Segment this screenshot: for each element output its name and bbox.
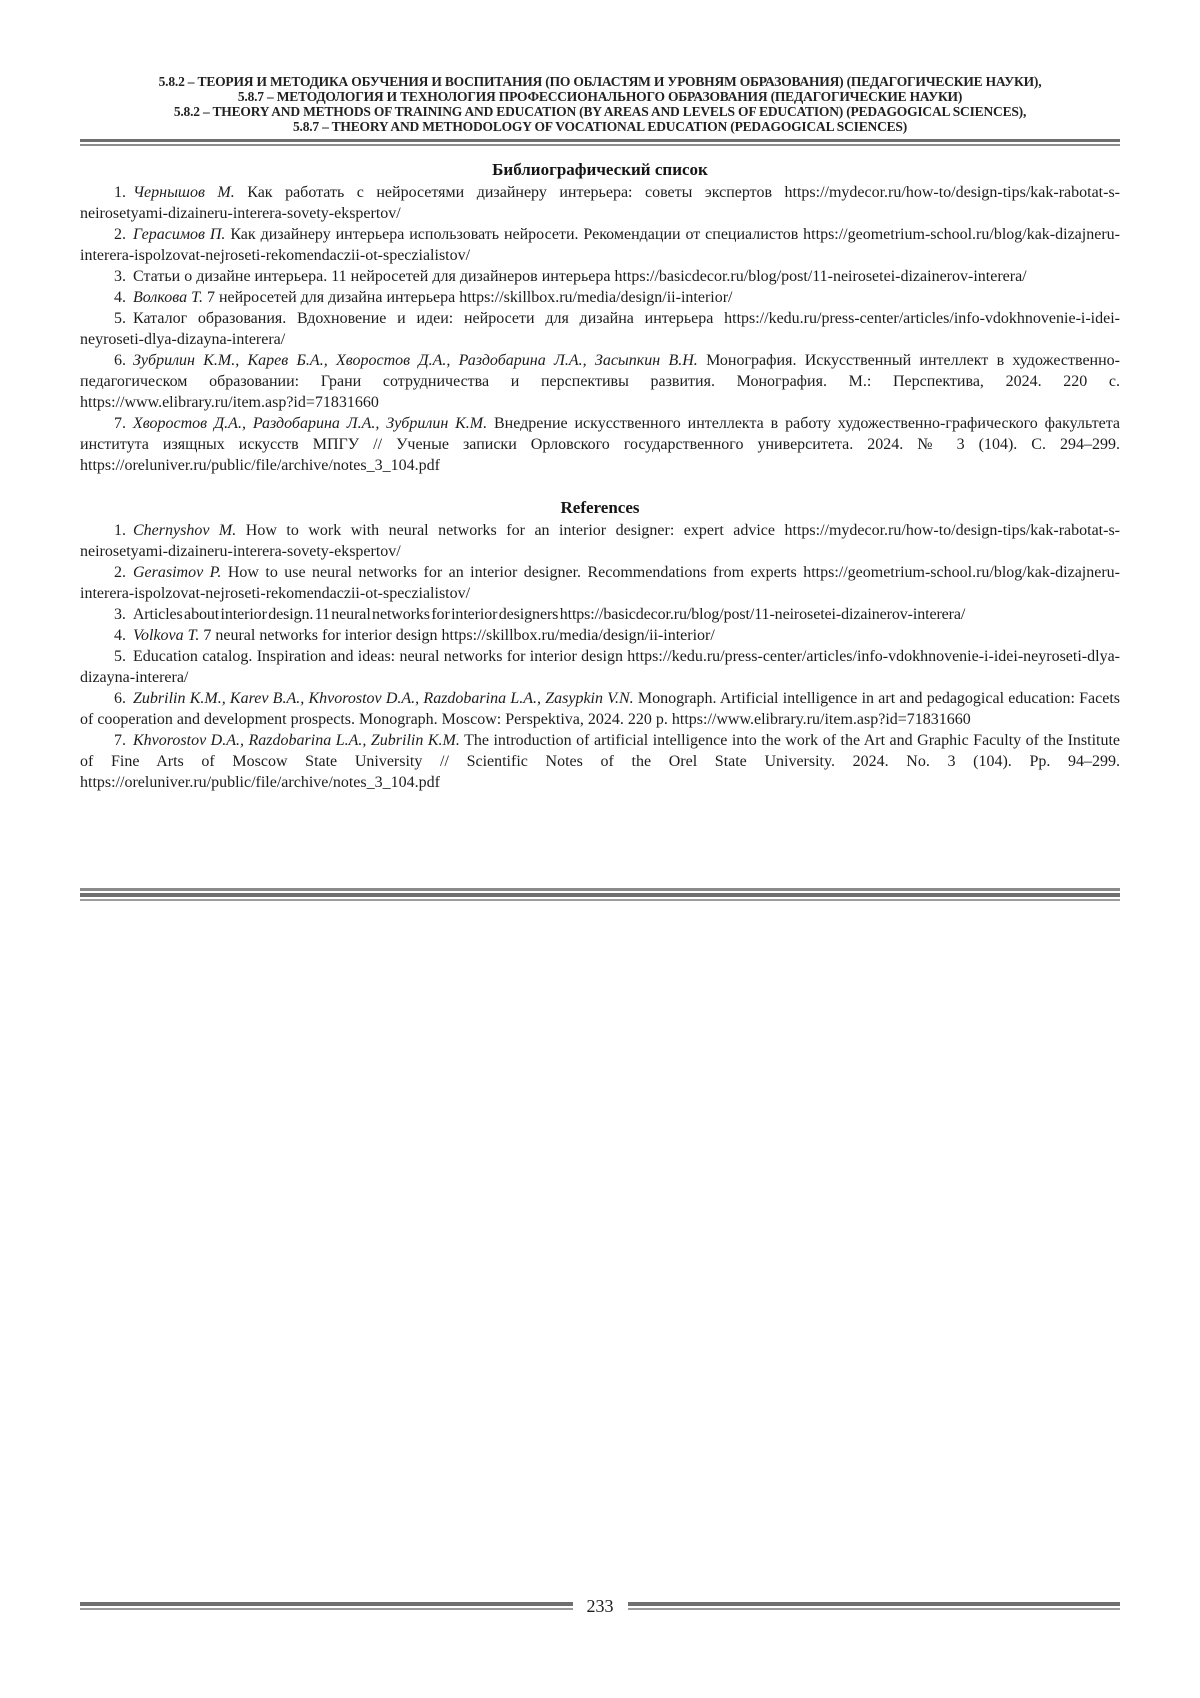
ref-number: 2. [114, 226, 126, 243]
running-header-line-1: 5.8.2 – ТЕОРИЯ И МЕТОДИКА ОБУЧЕНИЯ И ВОСПИТАНИЯ (ПО ОБЛАСТЯМ И УРОВНЯМ ОБРАЗОВАНИЯ) (ПЕДАГОГИЧЕСКИЕ НАУКИ), [158, 74, 1042, 89]
bib-item-7 [80, 413, 1120, 476]
footer-rule-right [628, 1602, 1121, 1610]
ref-number: 7. [114, 732, 126, 749]
bibliography-title: Библиографический список [492, 160, 708, 179]
running-header [80, 74, 1120, 134]
ref-item-3 [80, 604, 1120, 625]
bib-item-6 [80, 350, 1120, 413]
ref-authors: Khvorostov D.A., Razdobarina L.A., Zubrilin K.M. [133, 732, 460, 749]
ref-authors: Zubrilin K.M., Karev B.A., Khvorostov D.A., Razdobarina L.A., Zasypkin V.N. [133, 690, 634, 707]
ref-authors: Герасимов П. [133, 226, 226, 243]
running-header-line-4: 5.8.7 – THEORY AND METHODOLOGY OF VOCATIONAL EDUCATION (PEDAGOGICAL SCIENCES) [292, 119, 908, 134]
ref-text: Как работать с нейросетями дизайнеру интерьера: советы экспертов https://mydecor.ru/how-to/design-tips/kak-rabotat-s-neirosetyami-dizaineru-interera-sovety-ekspertov/ [80, 184, 1120, 222]
ref-text: Education catalog. Inspiration and ideas: neural networks for interior design https://kedu.ru/press-center/articles/info-vdokhnovenie-i-idei-neyroseti-dlya-dizayna-interera/ [80, 648, 1120, 686]
ref-number: 5. [114, 310, 126, 327]
footer-rule-left [80, 1602, 573, 1610]
ref-authors: Chernyshov M. [133, 522, 237, 539]
bib-item-1 [80, 182, 1120, 224]
ref-number: 4. [114, 289, 126, 306]
ref-text: Внедрение искусственного интеллекта в работу художественно-графического факультета института изящных искусств МПГУ // Ученые записки Орловского государственного университета. 2024. № 3 (104). С. 294–299. https://oreluniver.ru/public/file/archive/notes_3_104.pdf [80, 415, 1121, 474]
page-number: 233 [586, 1596, 614, 1616]
ref-number: 6. [114, 690, 126, 707]
ref-authors: Gerasimov P. [133, 564, 222, 581]
ref-authors: Чернышов М. [133, 184, 235, 201]
ref-number: 3. [114, 268, 126, 285]
ref-number: 5. [114, 648, 126, 665]
ref-text: Как дизайнеру интерьера использовать нейросети. Рекомендации от специалистов https://geometrium-school.ru/blog/kak-dizajneru-interera-ispolzovat-nejroseti-rekomendaczii-ot-speczialistov/ [80, 226, 1120, 264]
running-header-line-2: 5.8.7 – МЕТОДОЛОГИЯ И ТЕХНОЛОГИЯ ПРОФЕССИОНАЛЬНОГО ОБРАЗОВАНИЯ (ПЕДАГОГИЧЕСКИЕ НАУКИ) [237, 89, 963, 104]
ref-authors: Волкова Т. [133, 289, 203, 306]
ref-item-6 [80, 688, 1120, 730]
ref-number: 1. [114, 522, 126, 539]
ref-item-7 [80, 730, 1120, 793]
ref-number: 4. [114, 627, 126, 644]
ref-text: Articles about interior design. 11 neural networks for interior designers https://basicdecor.ru/blog/post/11-neirosetei-dizainerov-interera/ [132, 606, 966, 623]
ref-item-5 [80, 646, 1120, 688]
ref-item-2 [80, 562, 1120, 604]
ref-text: 7 neural networks for interior design https://skillbox.ru/media/design/ii-interior/ [199, 627, 715, 644]
running-header-line-3: 5.8.2 – THEORY AND METHODS OF TRAINING AND EDUCATION (BY AREAS AND LEVELS OF EDUCATION) (PEDAGOGICAL SCIENCES), [173, 104, 1027, 119]
ref-number: 2. [114, 564, 126, 581]
ref-authors: Volkova T. [133, 627, 200, 644]
bib-item-5 [80, 308, 1120, 350]
ref-text: The introduction of artificial intelligence into the work of the Art and Graphic Faculty of the Institute of Fine Arts of Moscow State University // Scientific Notes of the Orel State University. 2024. No. 3 (104). Pp. 94–299. https://oreluniver.ru/public/file/archive/notes_3_104.pdf [80, 732, 1121, 791]
references-title: References [560, 498, 640, 517]
ref-authors: Хворостов Д.А., Раздобарина Л.А., Зубрилин К.М. [133, 415, 488, 432]
header-rule [80, 139, 1120, 146]
ref-text: Монография. Искусственный интеллект в художественно-педагогическом образовании: Грани сотрудничества и перспективы развития. Монография. М.: Перспектива, 2024. 220 с. https://www.elibrary.ru/item.asp?id=71831660 [80, 352, 1120, 411]
ref-text: Monograph. Artificial intelligence in art and pedagogical education: Facets of cooperation and development prospects. Monograph. Moscow: Perspektiva, 2024. 220 p. https://www.elibrary.ru/item.asp?id=71831660 [80, 690, 1121, 728]
ref-text: 7 нейросетей для дизайна интерьера https://skillbox.ru/media/design/ii-interior/ [202, 289, 733, 306]
bib-item-3 [80, 266, 1120, 287]
page-footer [80, 1597, 1120, 1615]
ref-item-1 [80, 520, 1120, 562]
ref-text: Статьи о дизайне интерьера. 11 нейросетей для дизайнеров интерьера https://basicdecor.ru/blog/post/11-neirosetei-dizainerov-interera/ [133, 268, 1027, 285]
ref-number: 7. [114, 415, 126, 432]
bib-item-4 [80, 287, 1120, 308]
ref-number: 1. [114, 184, 126, 201]
article-end-rule [80, 888, 1120, 901]
ref-text: Каталог образования. Вдохновение и идеи: нейросети для дизайна интерьера https://kedu.ru/press-center/articles/info-vdokhnovenie-i-idei-neyroseti-dlya-dizayna-interera/ [80, 310, 1120, 348]
ref-authors: Зубрилин К.М., Карев Б.А., Хворостов Д.А., Раздобарина Л.А., Засыпкин В.Н. [133, 352, 698, 369]
document-page [80, 0, 1120, 793]
ref-text: How to work with neural networks for an interior designer: expert advice https://mydecor.ru/how-to/design-tips/kak-rabotat-s-neirosetyami-dizaineru-interera-sovety-ekspertov/ [80, 522, 1120, 560]
bib-item-2 [80, 224, 1120, 266]
ref-number: 6. [114, 352, 126, 369]
ref-number: 3. [114, 606, 126, 623]
ref-text: How to use neural networks for an interior designer. Recommendations from experts https://geometrium-school.ru/blog/kak-dizajneru-interera-ispolzovat-nejroseti-rekomendaczii-ot-speczialistov/ [80, 564, 1121, 602]
ref-item-4 [80, 625, 1120, 646]
